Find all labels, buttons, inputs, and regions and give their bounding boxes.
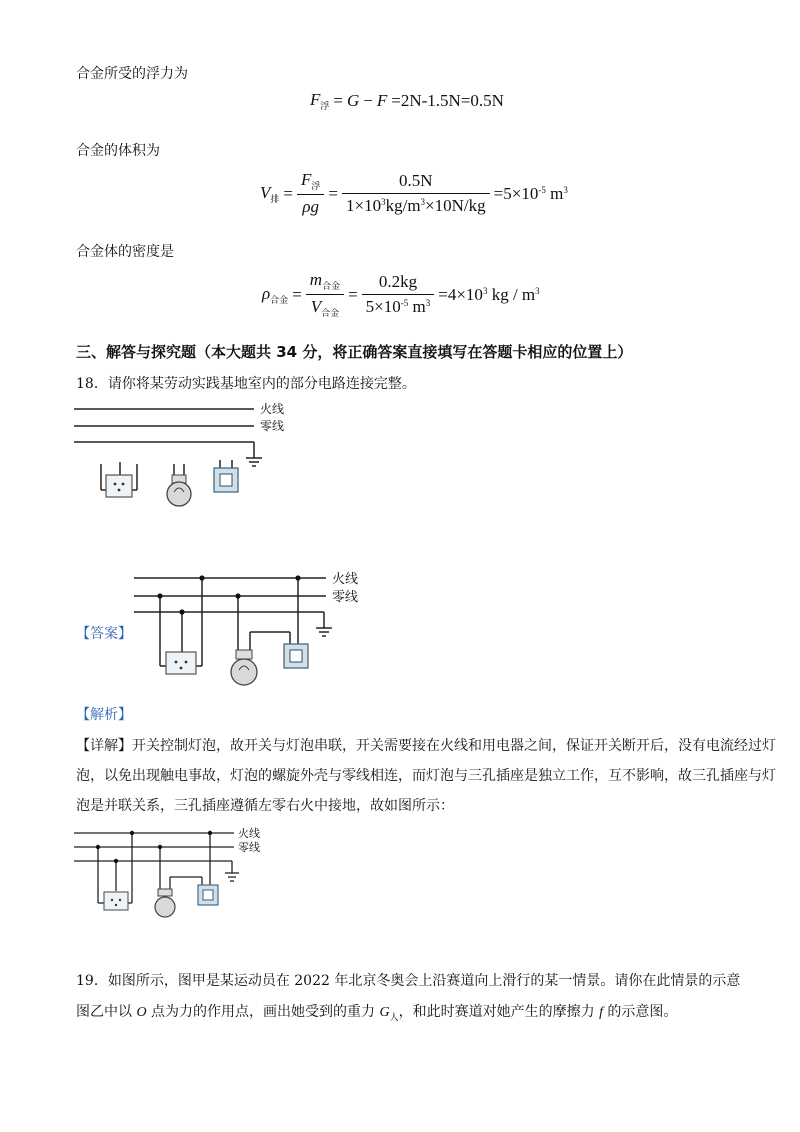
bulb-icon (167, 475, 191, 506)
bulb-icon (231, 650, 257, 685)
socket-icon (166, 652, 196, 674)
q19-text-line2: 图乙中以 O 点为力的作用点，画出她受到的重力 $G_人$，和此时赛道对她产生的摩擦力 f 的示意图。 (76, 1004, 678, 1023)
socket-icon (106, 475, 132, 497)
neutral-wire-label: 零线 (260, 419, 285, 433)
neutral-wire-label: 零线 (238, 841, 260, 854)
switch-icon (198, 885, 218, 905)
detail-paragraph (76, 731, 776, 821)
volume-formula: $V_排$ = $\frac{F_浮}{\rho g}$ = $\frac{0.5N}{1\times 10^3kg/m^3\times 10N/kg}$ $=5\times 10^{-5}$ $m^3$ (260, 170, 568, 216)
circuit-diagram-answer (130, 566, 380, 696)
socket-icon (104, 892, 128, 910)
circuit-diagram-explanation (70, 823, 280, 923)
live-wire-label: 火线 (260, 402, 285, 416)
density-label: 合金体的密度是 (76, 244, 174, 260)
switch-icon (284, 644, 308, 668)
answer-label: 【答案】 (76, 626, 132, 642)
q19-text-line1: 19．如图所示，图甲是某运动员在 2022 年北京冬奥会上沿赛道向上滑行的某一情景。请你在此情景的示意 (76, 973, 741, 989)
q18-text: 18．请你将某劳动实践基地室内的部分电路连接完整。 (76, 376, 416, 392)
live-wire-label: 火线 (238, 827, 260, 840)
volume-label: 合金的体积为 (76, 143, 160, 159)
buoyancy-label: 合金所受的浮力为 (76, 66, 188, 82)
buoyancy-formula: $F_浮$ = G − F =2N-1.5N=0.5N (310, 90, 504, 111)
circuit-diagram-question (70, 396, 330, 516)
neutral-wire-label: 零线 (332, 590, 359, 605)
analysis-label: 【解析】 (76, 707, 132, 723)
live-wire-label: 火线 (332, 572, 359, 587)
detail-text: 开关控制灯泡，故开关与灯泡串联，开关需要接在火线和用电器之间，保证开关断开后，没有电流经过灯泡，以免出现触电事故，灯泡的螺旋外壳与零线相连，而灯泡与三孔插座是独立工作，互不影响，故三孔插座与灯泡是并联关系，三孔插座遵循左零右火中接地，故如图所示： (76, 738, 776, 814)
switch-icon (214, 468, 238, 492)
density-formula: $\rho_{合金}$ = $\frac{m_{合金}}{V_{合金}}$ = $\frac{0.2kg}{5\times 10^{-5} m^3}$ $=4\times 10^3$ kg / $m^3$ (262, 270, 540, 318)
detail-label: 【详解】 (76, 738, 132, 754)
section-heading: 三、解答与探究题（本大题共 34 分，将正确答案直接填写在答题卡相应的位置上） (76, 343, 633, 361)
bulb-icon (155, 889, 175, 917)
